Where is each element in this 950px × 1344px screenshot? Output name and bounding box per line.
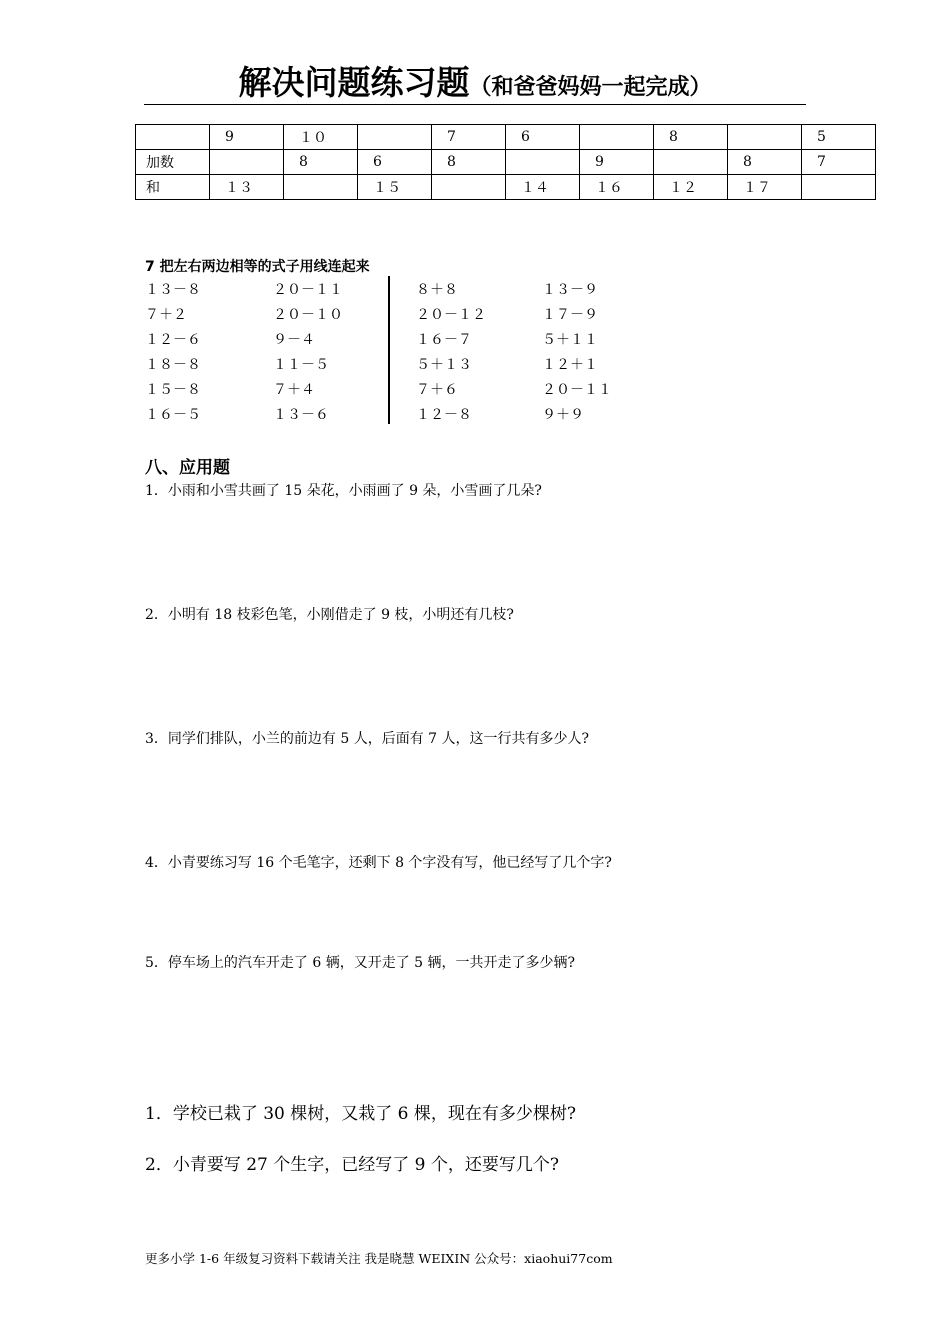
table-cell: 9 [580,150,654,175]
table-cell [728,125,802,150]
page-title [144,62,806,105]
table-cell: １３ [210,175,284,200]
expression: ８＋８ [416,282,458,298]
expression: ５＋１３ [416,357,472,373]
expression: ９－４ [273,332,315,348]
expression: １１－５ [273,357,329,373]
table-cell [136,125,210,150]
table-cell: 6 [358,150,432,175]
matching-column-3 [416,280,486,430]
extra-problem-1: 1．学校已栽了 30 棵树，又栽了 6 棵，现在有多少棵树? [145,1104,576,1124]
table-cell: １７ [728,175,802,200]
table-row-label: 加数 [136,150,210,175]
expression: ５＋１１ [542,332,598,348]
word-problem-5: 5．停车场上的汽车开走了 6 辆，又开走了 5 辆，一共开走了多少辆? [145,955,576,971]
expression: １３－９ [542,282,598,298]
word-problem-2: 2．小明有 18 枝彩色笔，小刚借走了 9 枝，小明还有几枝? [145,607,514,623]
matching-divider [388,276,390,424]
table-cell: 9 [210,125,284,150]
table-cell: 7 [802,150,876,175]
table-cell [432,175,506,200]
table-cell: １５ [358,175,432,200]
table-cell [802,175,876,200]
section-heading: 八、应用题 [145,458,230,478]
table-cell: 8 [432,150,506,175]
table-cell: 5 [802,125,876,150]
expression: ７＋４ [273,382,315,398]
expression: ２０－１１ [273,282,343,298]
expression: １８－８ [145,357,201,373]
expression: ２０－１１ [542,382,612,398]
table-cell [284,175,358,200]
word-problem-4: 4．小青要练习写 16 个毛笔字，还剩下 8 个字没有写，他已经写了几个字? [145,855,612,871]
table-cell [210,150,284,175]
expression: ９＋９ [542,407,584,423]
expression: １６－５ [145,407,201,423]
table-cell [358,125,432,150]
matching-column-4 [542,280,612,430]
table-row [136,150,876,175]
word-problem-3: 3．同学们排队，小兰的前边有 5 人，后面有 7 人，这一行共有多少人? [145,731,590,747]
expression: ２０－１２ [416,307,486,323]
expression: １２－８ [416,407,472,423]
table-row-label: 和 [136,175,210,200]
table-cell: １２ [654,175,728,200]
table-cell [654,150,728,175]
table-cell: １４ [506,175,580,200]
table-cell: １０ [284,125,358,150]
table-cell: 6 [506,125,580,150]
footer-note: 更多小学 1-6 年级复习资料下载请关注 我是晓慧 WEIXIN 公众号：xiaohui77com [145,1251,613,1266]
expression: ２０－１０ [273,307,343,323]
table-cell [580,125,654,150]
addition-table [135,124,876,200]
expression: １３－８ [145,282,201,298]
expression: １６－７ [416,332,472,348]
matching-column-1 [145,280,201,430]
matching-title: 7 把左右两边相等的式子用线连起来 [145,259,370,275]
table-cell: 8 [728,150,802,175]
table-cell [506,150,580,175]
expression: １３－６ [273,407,329,423]
table-row [136,125,876,150]
table-cell: １６ [580,175,654,200]
matching-column-2 [273,280,343,430]
table-cell: 7 [432,125,506,150]
expression: １５－８ [145,382,201,398]
table-cell: 8 [284,150,358,175]
table-cell: 8 [654,125,728,150]
expression: １２＋１ [542,357,598,373]
title-subtitle: （和爸爸妈妈一起完成） [469,75,712,100]
extra-problem-2: 2．小青要写 27 个生字，已经写了 9 个，还要写几个? [145,1155,559,1175]
expression: ７＋６ [416,382,458,398]
table-row [136,175,876,200]
title-main: 解决问题练习题 [238,63,470,102]
expression: ７＋２ [145,307,187,323]
expression: １７－９ [542,307,598,323]
word-problem-1: 1．小雨和小雪共画了 15 朵花，小雨画了 9 朵，小雪画了几朵? [145,483,542,499]
expression: １２－６ [145,332,201,348]
